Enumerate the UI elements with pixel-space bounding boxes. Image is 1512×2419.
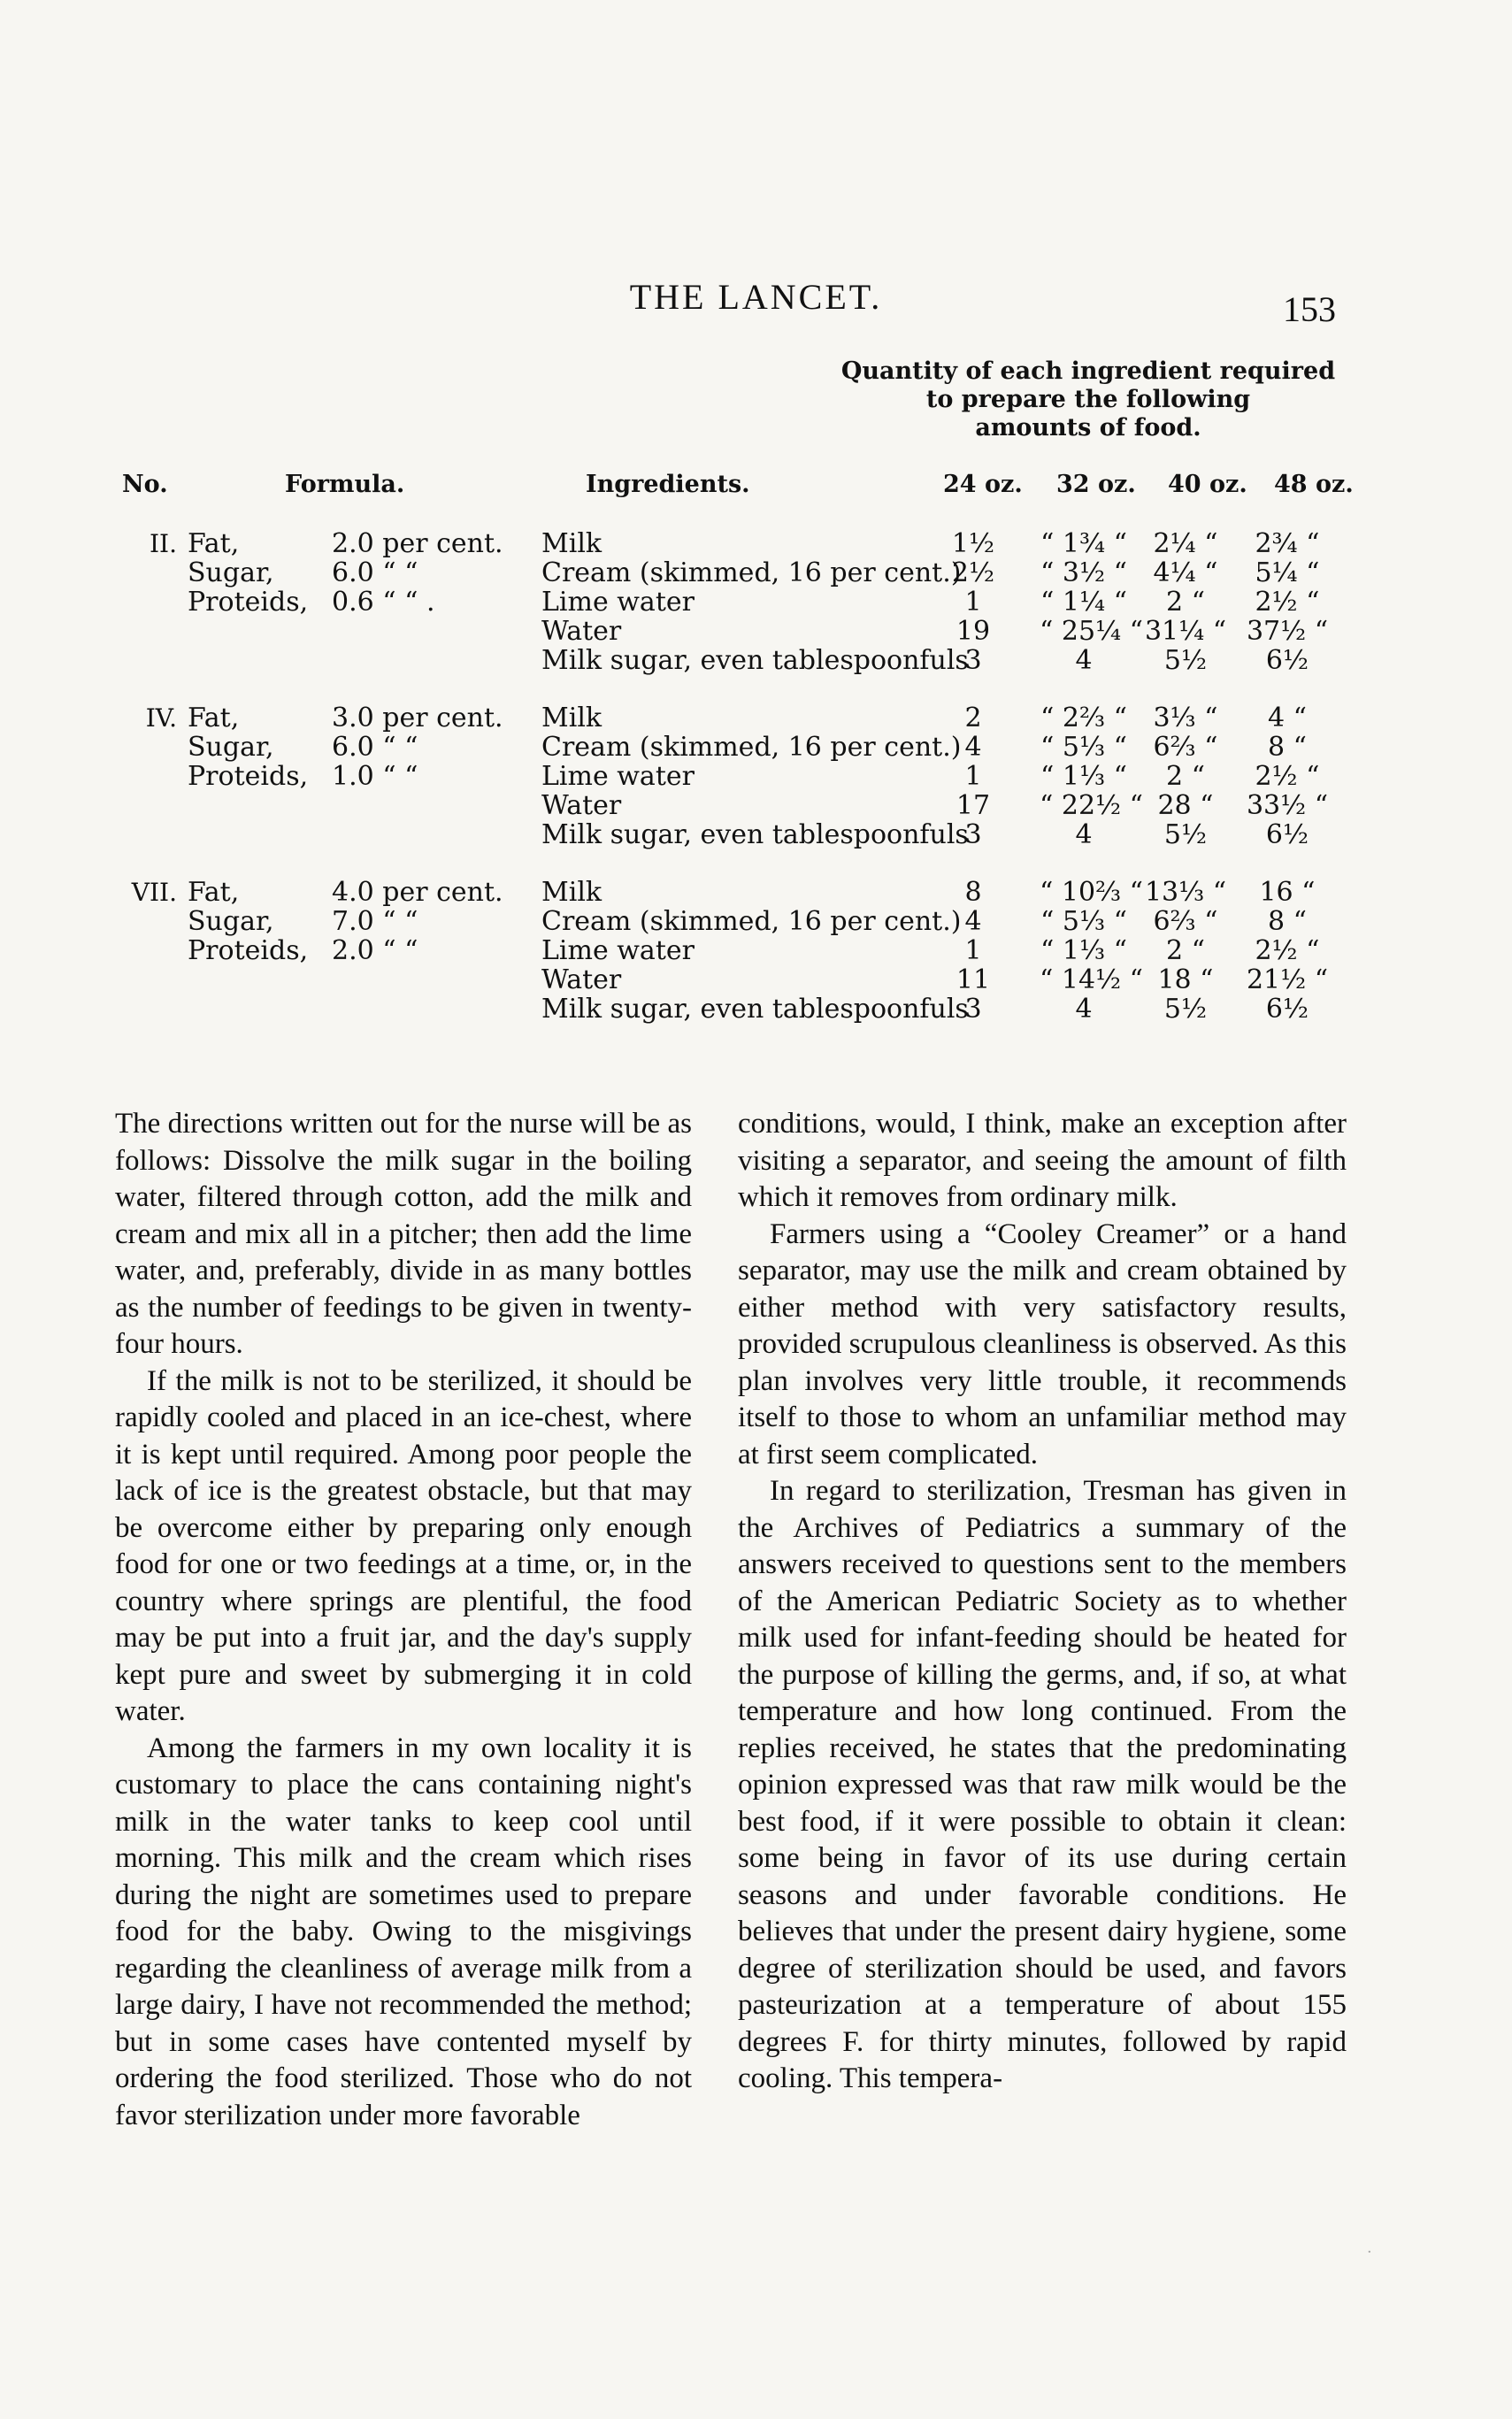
qty-32oz: “ 5⅓ “ [1040, 906, 1127, 937]
qty-48oz: 2¾ “ [1255, 528, 1320, 559]
margin-mark: · [1367, 2243, 1372, 2262]
qty-32oz: “ 3½ “ [1040, 557, 1127, 588]
header-40oz: 40 oz. [1168, 471, 1247, 498]
qty-32oz: “ 1⅓ “ [1040, 761, 1127, 792]
qty-24oz: 3 [964, 994, 982, 1025]
qty-48oz: 2½ “ [1255, 587, 1320, 618]
paragraph: Farmers using a “Cooley Creamer” or a hand separator, may use the milk and cream obtained by either method with very satisfactory results, provided scrupulous cleanliness is observed. As this plan involves very little trouble, it recommends itself to those to whom an unfamiliar method may at first seem complicated. [738, 1217, 1347, 1471]
qty-48oz: 2½ “ [1255, 935, 1320, 966]
qty-48oz: 8 “ [1268, 732, 1307, 763]
paragraph: conditions, would, I think, make an exception after visiting a separator, and seeing the amount of filth which it removes from ordinary milk. [738, 1108, 1347, 1213]
qty-48oz: 37½ “ [1246, 616, 1329, 647]
qty-32oz: “ 2⅔ “ [1040, 703, 1127, 733]
qty-24oz: 11 [956, 964, 991, 995]
ingredient-name: Milk sugar, even tablespoonfuls [541, 994, 969, 1025]
formula-value: 4.0 per cent. [332, 877, 503, 908]
qty-24oz: 2 [964, 703, 982, 733]
qty-48oz: 6½ [1265, 819, 1309, 850]
ingredient-name: Milk [541, 877, 602, 908]
qty-48oz: 4 “ [1268, 703, 1307, 733]
ingredient-name: Cream (skimmed, 16 per cent.) [541, 557, 962, 588]
qty-40oz: 31¼ “ [1144, 616, 1227, 647]
qty-48oz: 16 “ [1259, 877, 1316, 908]
paragraph: In regard to sterilization, Tresman has given in the Archives of Pediatrics a summary of the answers received to questions sent to the members of the American Pediatric Society as to whether milk used for infant-feeding should be heated for the purpose of killing the germs, and, if so, at what temperature and how long continued. From the replies received, he states that the predominating opinion expressed was that raw milk would be the best food, if it were possible to obtain it clean: some being in favor of its use during certain seasons and under favorable conditions. He believes that under the present dairy hygiene, some degree of sterilization should be used, and favors pasteurization at a temperature of about 155 degrees F. for thirty minutes, followed by rapid cooling. This tempera- [738, 1475, 1347, 2094]
qty-48oz: 33½ “ [1246, 790, 1329, 821]
qty-48oz: 21½ “ [1246, 964, 1329, 995]
formula-component: Proteids, [188, 761, 309, 792]
qty-40oz: 2 “ [1166, 587, 1205, 618]
qty-40oz: 28 “ [1157, 790, 1214, 821]
qty-32oz: “ 10⅔ “ [1040, 877, 1143, 908]
qty-48oz: 5¼ “ [1255, 557, 1320, 588]
page-number: 153 [1283, 289, 1336, 329]
formula-value: 6.0 “ “ [332, 732, 418, 763]
qty-32oz: “ 22½ “ [1040, 790, 1143, 821]
qty-24oz: 1 [964, 587, 982, 618]
formula-value: 2.0 “ “ [332, 935, 418, 966]
header-ingredients: Ingredients. [586, 471, 750, 498]
qty-24oz: 17 [956, 790, 991, 821]
qty-40oz: 6⅔ “ [1153, 732, 1218, 763]
formula-value: 3.0 per cent. [332, 703, 503, 733]
running-title: THE LANCET. [629, 277, 883, 317]
qty-24oz: 1 [964, 761, 982, 792]
ingredient-name: Water [541, 964, 622, 995]
formula-value: 2.0 per cent. [332, 528, 503, 559]
formula-component: Proteids, [188, 935, 309, 966]
ingredient-name: Lime water [541, 587, 695, 618]
formula-component: Sugar, [188, 906, 274, 937]
qty-32oz: “ 25¼ “ [1040, 616, 1143, 647]
caption-line: to prepare the following [925, 386, 1251, 413]
formula-number: IV. [145, 703, 177, 733]
paragraph: If the milk is not to be sterilized, it should be rapidly cooled and placed in an ice-chest, where it is kept until required. Among poor people the lack of ice is the greatest obstacle, but that may be overcome either by preparing only enough food for one or two feedings at a time, or, in the country where springs are plentiful, the food may be put into a fruit jar, and the day's supply kept pure and sweet by submerging it in cold water. [115, 1364, 692, 1727]
qty-24oz: 4 [964, 732, 982, 763]
ingredient-name: Milk sugar, even tablespoonfuls [541, 819, 969, 850]
qty-32oz: “ 5⅓ “ [1040, 732, 1127, 763]
formula-component: Fat, [188, 528, 240, 559]
qty-40oz: 2¼ “ [1153, 528, 1218, 559]
ingredient-name: Milk [541, 703, 602, 733]
ingredient-name: Lime water [541, 935, 695, 966]
ingredient-name: Water [541, 616, 622, 647]
qty-40oz: 2 “ [1166, 761, 1205, 792]
qty-48oz: 8 “ [1268, 906, 1307, 937]
qty-40oz: 5½ [1163, 645, 1208, 676]
qty-24oz: 3 [964, 819, 982, 850]
qty-40oz: 5½ [1163, 994, 1208, 1025]
formula-component: Fat, [188, 703, 240, 733]
ingredient-name: Milk [541, 528, 602, 559]
formula-value: 6.0 “ “ [332, 557, 418, 588]
ingredient-name: Lime water [541, 761, 695, 792]
qty-24oz: 3 [964, 645, 982, 676]
header-formula: Formula. [285, 471, 405, 498]
qty-32oz: 4 [1075, 645, 1093, 676]
paragraph: The directions written out for the nurse will be as follows: Dissolve the milk sugar in the boiling water, filtered through cotton, add the milk and cream and mix all in a pitcher; then add the lime water, and, preferably, divide in as many bottles as the number of feedings to be given in twenty-four hours. [115, 1108, 692, 1360]
qty-32oz: “ 14½ “ [1040, 964, 1143, 995]
qty-24oz: 19 [956, 616, 991, 647]
header-32oz: 32 oz. [1056, 471, 1136, 498]
header-24oz: 24 oz. [943, 471, 1023, 498]
caption-line: amounts of food. [975, 414, 1201, 442]
text-column-left [115, 1106, 692, 2134]
formula-value: 1.0 “ “ [332, 761, 418, 792]
qty-48oz: 2½ “ [1255, 761, 1320, 792]
qty-32oz: 4 [1075, 994, 1093, 1025]
ingredient-name: Milk sugar, even tablespoonfuls [541, 645, 969, 676]
qty-40oz: 5½ [1163, 819, 1208, 850]
qty-24oz: 1 [964, 935, 982, 966]
ingredient-name: Water [541, 790, 622, 821]
qty-24oz: 2½ [951, 557, 995, 588]
header-48oz: 48 oz. [1274, 471, 1354, 498]
qty-40oz: 3⅓ “ [1153, 703, 1218, 733]
formula-component: Sugar, [188, 557, 274, 588]
qty-32oz: “ 1¼ “ [1040, 587, 1127, 618]
formula-number: VII. [131, 878, 177, 907]
table-caption [823, 357, 1354, 442]
qty-40oz: 18 “ [1157, 964, 1214, 995]
qty-40oz: 4¼ “ [1153, 557, 1218, 588]
formula-value: 0.6 “ “ . [332, 587, 435, 618]
qty-32oz: 4 [1075, 819, 1093, 850]
header-no: No. [122, 471, 168, 498]
qty-40oz: 2 “ [1166, 935, 1205, 966]
qty-24oz: 4 [964, 906, 982, 937]
formula-component: Proteids, [188, 587, 309, 618]
caption-line: Quantity of each ingredient required [840, 357, 1336, 385]
ingredient-name: Cream (skimmed, 16 per cent.) [541, 906, 962, 937]
qty-32oz: “ 1⅓ “ [1040, 935, 1127, 966]
qty-40oz: 6⅔ “ [1153, 906, 1218, 937]
paragraph: Among the farmers in my own locality it is customary to place the cans containing night's milk in the water tanks to keep cool until morning. This milk and the cream which rises during the night are sometimes used to prepare food for the baby. Owing to the misgivings regarding the cleanliness of average milk from a large dairy, I have not recommended the method; but in some cases have contented myself by ordering the food sterilized. Those who do not favor sterilization under more favorable [115, 1732, 692, 2131]
qty-48oz: 6½ [1265, 994, 1309, 1025]
qty-24oz: 1½ [951, 528, 995, 559]
formula-component: Fat, [188, 877, 240, 908]
qty-32oz: “ 1¾ “ [1040, 528, 1127, 559]
formula-number: II. [149, 529, 177, 558]
text-column-right [738, 1106, 1347, 2098]
formula-component: Sugar, [188, 732, 274, 763]
qty-48oz: 6½ [1265, 645, 1309, 676]
formula-value: 7.0 “ “ [332, 906, 418, 937]
ingredient-name: Cream (skimmed, 16 per cent.) [541, 732, 962, 763]
qty-24oz: 8 [964, 877, 982, 908]
qty-40oz: 13⅓ “ [1144, 877, 1227, 908]
